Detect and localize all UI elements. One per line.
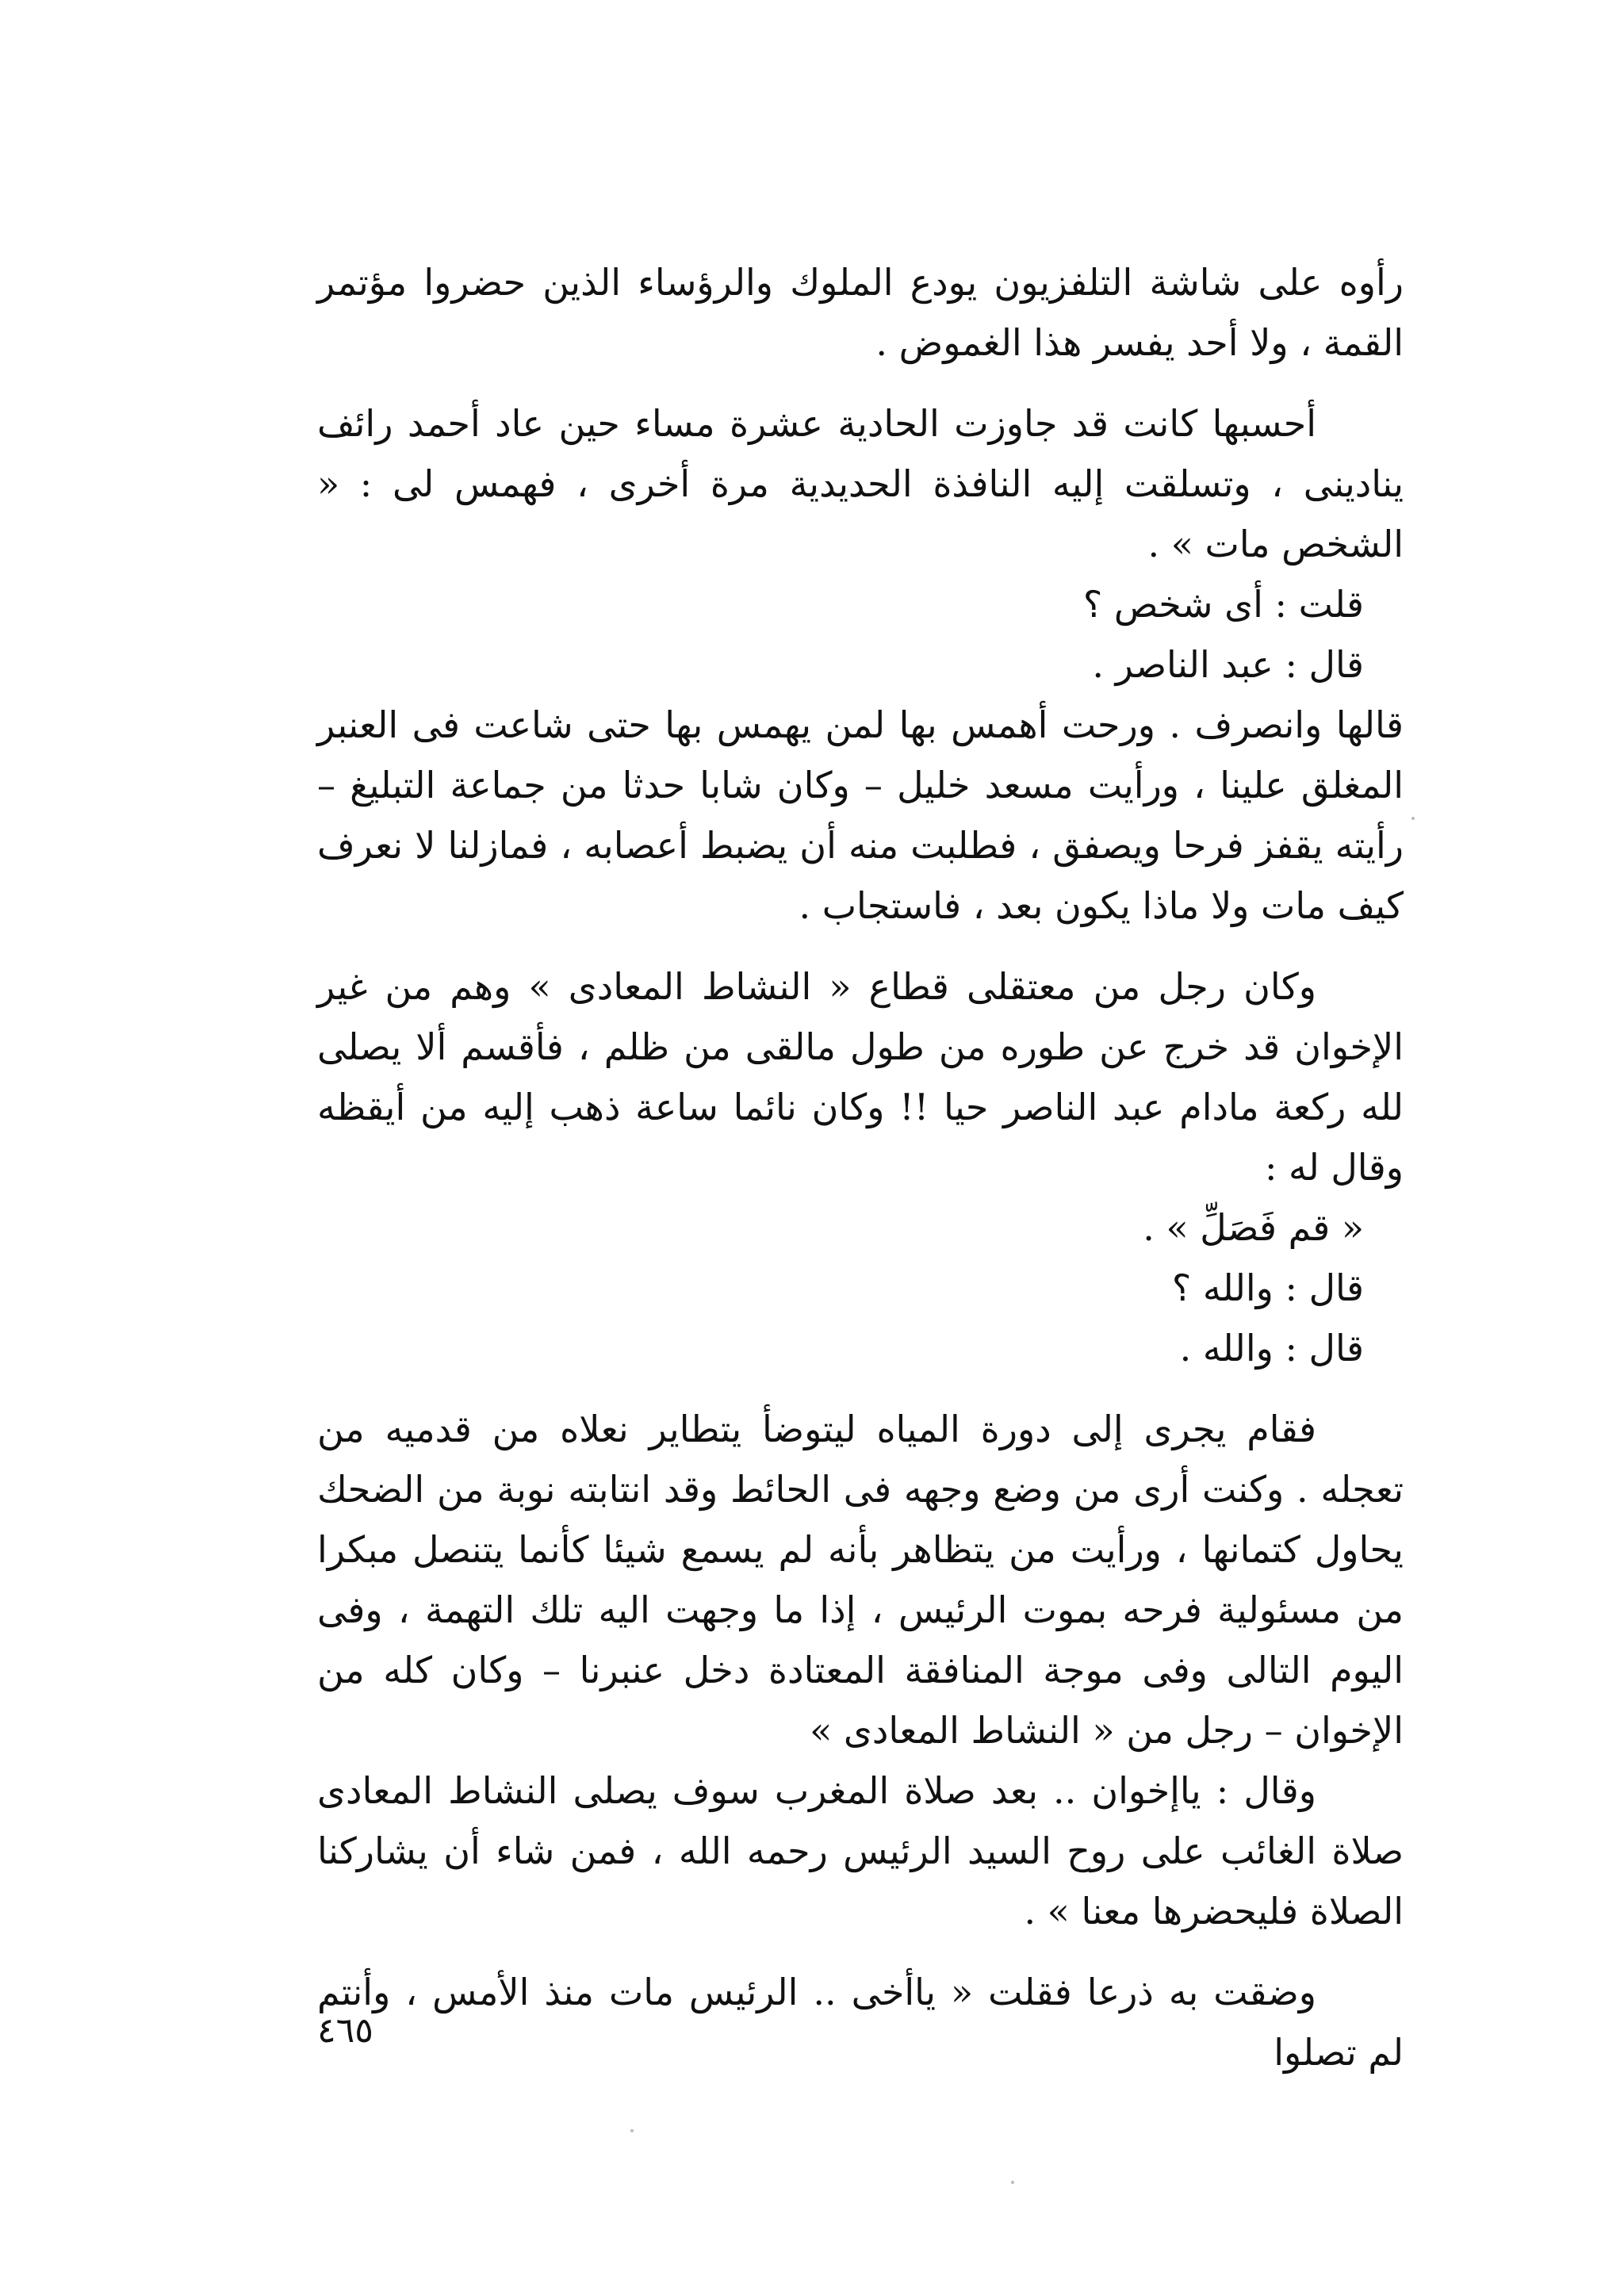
paragraph-2: أحسبها كانت قد جاوزت الحادية عشرة مساء حين عاد أحمد رائف ينادينى ، وتسلقت إليه النافذة الحديدية مرة أخرى ، فهمس لى : « الشخص مات » . xyxy=(317,402,1404,565)
paragraph-7: وضقت به ذرعا فقلت « ياأخى .. الرئيس مات منذ الأمس ، وأنتم لم تصلوا xyxy=(317,1971,1404,2074)
scan-speck xyxy=(1011,2181,1014,2184)
paragraph-3: قالها وانصرف . ورحت أهمس بها لمن يهمس بها حتى شاعت فى العنبر المغلق علينا ، ورأيت مسعد خليل – وكان شابا حدثا من جماعة التبليغ – رأيته يقفز فرحا ويصفق ، فطلبت منه أن يضبط أعصابه ، فمازلنا لا نعرف كيف مات ولا ماذا يكون بعد ، فاستجاب . xyxy=(317,703,1404,927)
paragraph-5: فقام يجرى إلى دورة المياه ليتوضأ يتطاير نعلاه من قدميه من تعجله . وكنت أرى من وضع وجهه فى الحائط وقد انتابته نوبة من الضحك يحاول كتمانها ، ورأيت من يتظاهر بأنه لم يسمع شيئا كأنما يتنصل مبكرا من مسئولية فرحه بموت الرئيس ، إذا ما وجهت اليه تلك التهمة ، وفى اليوم التالى وفى موجة المنافقة المعتادة دخل عنبرنا – وكان كله من الإخوان – رجل من « النشاط المعادى » xyxy=(317,1408,1404,1752)
paragraph-1: رأوه على شاشة التلفزيون يودع الملوك والرؤساء الذين حضروا مؤتمر القمة ، ولا أحد يفسر هذا الغموض . xyxy=(317,261,1404,364)
dialog-line-5: قال : والله . xyxy=(1179,1327,1364,1370)
dialog-line-4: قال : والله ؟ xyxy=(1171,1266,1364,1309)
paragraph-4: وكان رجل من معتقلى قطاع « النشاط المعادى » وهم من غير الإخوان قد خرج عن طوره من طول مالقى من ظلم ، فأقسم ألا يصلى لله ركعة مادام عبد الناصر حيا !! وكان نائما ساعة ذهب إليه من أيقظه وقال له : xyxy=(317,965,1404,1189)
dialog-line-3: « قم فَصَلِّ » . xyxy=(1143,1206,1364,1249)
scan-speck xyxy=(630,2129,634,2132)
scan-speck xyxy=(1411,817,1415,820)
paragraph-6: وقال : ياإخوان .. بعد صلاة المغرب سوف يصلى النشاط المعادى صلاة الغائب على روح السيد الرئيس رحمه الله ، فمن شاء أن يشاركنا الصلاة فليحضرها معنا » . xyxy=(317,1769,1404,1933)
dialog-line-1: قلت : أى شخص ؟ xyxy=(1082,583,1364,626)
body-text xyxy=(317,252,1404,2082)
dialog-line-2: قال : عبد الناصر . xyxy=(1092,643,1364,686)
page-number: ٤٦٥ xyxy=(317,2010,373,2051)
